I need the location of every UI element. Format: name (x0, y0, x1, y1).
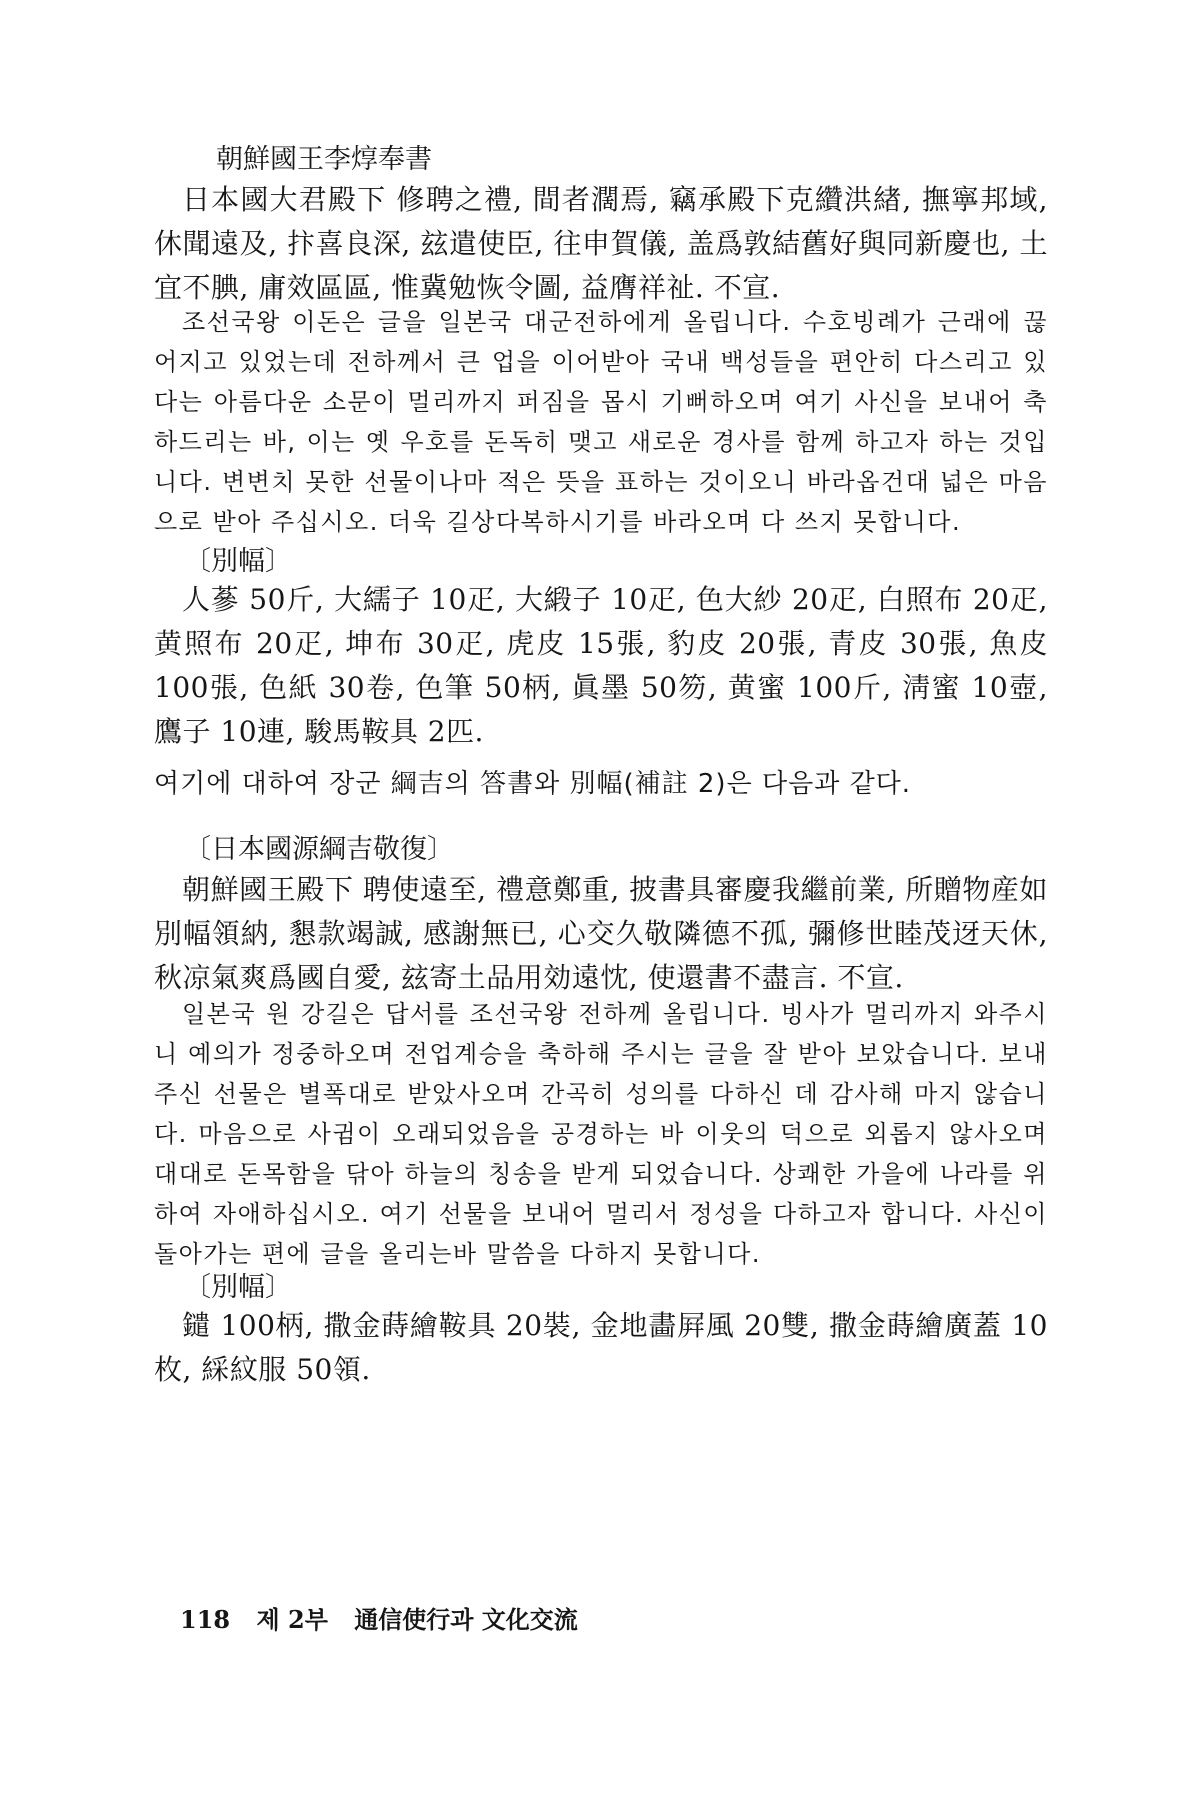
part-label: 제 2부 (256, 1605, 328, 1634)
gifts1-heading: 〔別幅〕 (184, 546, 292, 577)
letter2-translation: 일본국 원 강길은 답서를 조선국왕 전하께 올립니다. 빙사가 멀리까지 와주시니 예의가 정중하오며 전업계승을 축하해 주시는 글을 잘 받아 보았습니다. 보내주신 선물은 별폭대로 받았사오며 간곡히 성의를 다하신 데 감사해 마지 않습니다. 마음으로 사귐이 오래되었음을 공경하는 바 이웃의 덕으로 외롭지 않사오며 대대로 돈목함을 닦아 하늘의 칭송을 받게 되었습니다. 상쾌한 가을에 나라를 위하여 자애하십시오. 여기 선물을 보내어 멀리서 정성을 다하고자 합니다. 사신이 돌아가는 편에 글을 올리는바 말씀을 다하지 못합니다. (154, 1000, 1048, 1268)
section-title: 通信使行과 文化交流 (354, 1605, 578, 1634)
letter1-body: 日本國大君殿下 修聘之禮, 間者濶焉, 竊承殿下克纘洪緖, 撫寧邦域, 休聞遠及, 抃喜良深, 玆遣使臣, 往申賀儀, 盖爲敦結舊好與同新慶也, 土宜不腆, 庸效區區, 惟冀勉恢令圖, 益膺祥祉. 不宣. (154, 183, 1048, 304)
intro-sentence: 여기에 대하여 장군 綱吉의 答書와 別幅(補註 2)은 다음과 같다. (154, 769, 912, 799)
gifts2-body: 鑓 100柄, 撒金蒔繪鞍具 20裝, 金地畵屛風 20雙, 撒金蒔繪廣蓋 10枚, 綵紋服 50領. (154, 1309, 1048, 1386)
page-footer (180, 1604, 596, 1636)
letter1-translation: 조선국왕 이돈은 글을 일본국 대군전하에게 올립니다. 수호빙례가 근래에 끊어지고 있었는데 전하께서 큰 업을 이어받아 국내 백성들을 편안히 다스리고 있다는 아름다운 소문이 멀리까지 퍼짐을 몹시 기뻐하오며 여기 사신을 보내어 축하드리는 바, 이는 옛 우호를 돈독히 맺고 새로운 경사를 함께 하고자 하는 것입니다. 변변치 못한 선물이나마 적은 뜻을 표하는 것이오니 바라옵건대 넓은 마음으로 받아 주십시오. 더욱 길상다복하시기를 바라오며 다 쓰지 못합니다. (154, 308, 1048, 536)
letter2-body: 朝鮮國王殿下 聘使遠至, 禮意鄭重, 披書具審慶我繼前業, 所贈物産如別幅領納, 懇款竭誠, 感謝無已, 心交久敬隣德不孤, 彌修世睦茂迓天休, 秋凉氣爽爲國自愛, 玆寄土品用効遠忱, 使還書不盡言. 不宣. (154, 873, 1048, 994)
letter1-heading: 朝鮮國王李焞奉書 (216, 144, 432, 175)
page-number: 118 (180, 1605, 231, 1634)
letter2-heading: 〔日本國源綱吉敬復〕 (184, 834, 454, 865)
gifts2-heading: 〔別幅〕 (184, 1272, 292, 1303)
gifts1-body: 人蔘 50斤, 大繻子 10疋, 大緞子 10疋, 色大紗 20疋, 白照布 20疋, 黄照布 20疋, 坤布 30疋, 虎皮 15張, 豹皮 20張, 青皮 30張, 魚皮 100張, 色紙 30卷, 色筆 50柄, 眞墨 50笏, 黄蜜 100斤, 淸蜜 10壺, 鷹子 10連, 駿馬鞍具 2匹. (154, 583, 1048, 748)
